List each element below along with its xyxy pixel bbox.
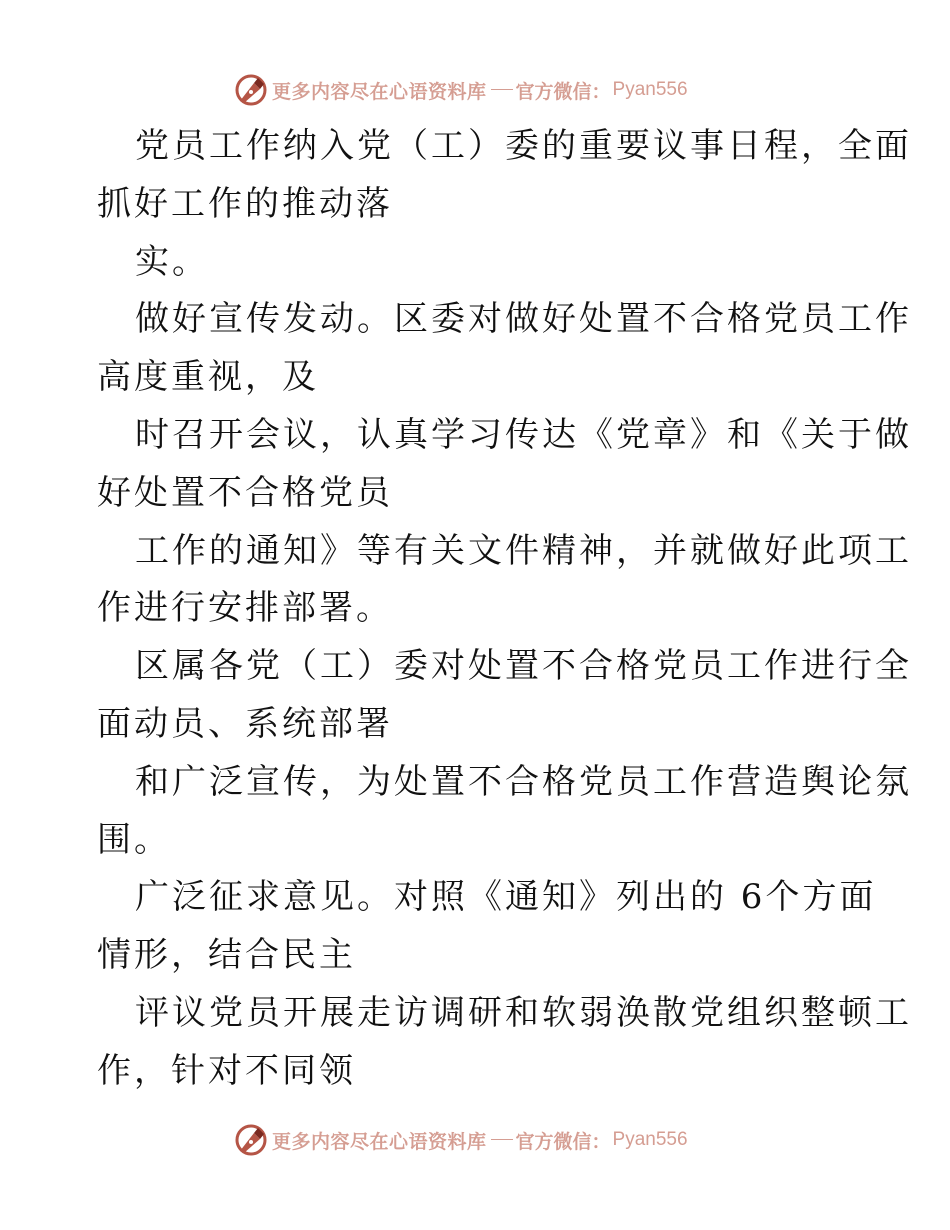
body-line: 区属各党（工）委对处置不合格党员工作进行全 [135, 646, 912, 687]
body-line: 党员工作纳入党（工）委的重要议事日程，全面 [135, 126, 912, 166]
document-body [97, 118, 912, 1101]
watermark-text: 更多内容尽在心语资料库 [272, 80, 487, 103]
watermark-label: 官方微信： [515, 80, 611, 103]
body-line: 高度重视，及 [97, 357, 319, 398]
watermark-label: 官方微信： [515, 1130, 611, 1153]
body-line: 围。 [97, 819, 171, 860]
body-line: 好处置不合格党员 [97, 472, 393, 513]
watermark-dash [491, 1139, 513, 1140]
header-watermark [234, 72, 688, 108]
body-line: 作进行安排部署。 [97, 588, 393, 629]
body-line: 广泛征求意见。对照《通知》列出的 6个方面 [135, 877, 877, 918]
watermark-dash [491, 89, 513, 90]
body-line: 工作的通知》等有关文件精神，并就做好此项工 [135, 530, 912, 571]
body-line: 面动员、系统部署 [97, 703, 393, 744]
body-line: 情形，结合民主 [97, 935, 356, 976]
fountain-pen-logo-icon [234, 73, 268, 107]
watermark-id: Pyan556 [612, 79, 688, 100]
body-line: 作，针对不同领 [97, 1050, 356, 1091]
watermark-id: Pyan556 [612, 1129, 688, 1150]
body-line: 实。 [135, 241, 209, 282]
watermark-text: 更多内容尽在心语资料库 [272, 1130, 487, 1153]
body-line: 抓好工作的推动落 [97, 183, 393, 224]
fountain-pen-logo-icon [234, 1123, 268, 1157]
body-line: 评议党员开展走访调研和软弱涣散党组织整顿工 [135, 992, 912, 1033]
body-line: 时召开会议，认真学习传达《党章》和《关于做 [135, 414, 912, 455]
footer-watermark [234, 1122, 688, 1158]
body-line: 做好宣传发动。区委对做好处置不合格党员工作 [135, 299, 912, 340]
body-line: 和广泛宣传，为处置不合格党员工作营造舆论氛 [135, 761, 912, 802]
